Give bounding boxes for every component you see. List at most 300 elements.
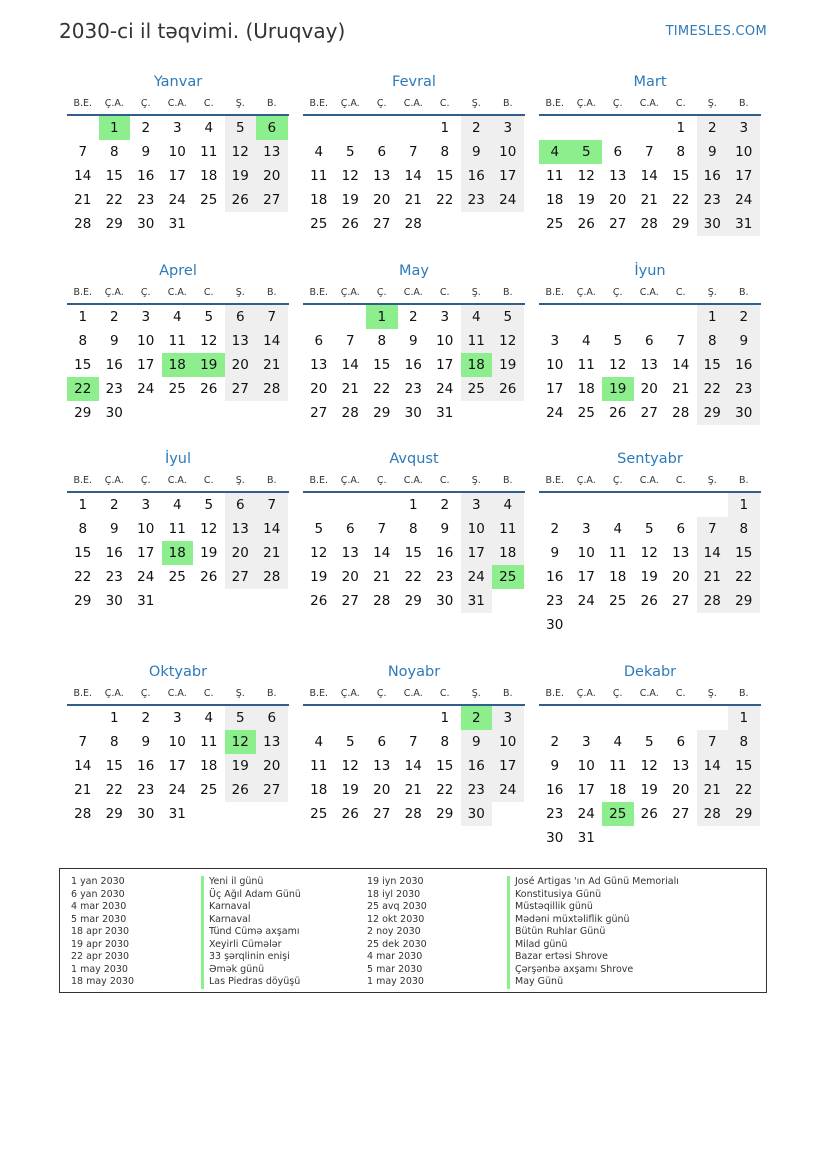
day-cell[interactable]: 5	[345, 144, 355, 160]
day-cell[interactable]: 29	[672, 216, 690, 232]
day-cell[interactable]: 5	[204, 309, 214, 325]
day-cell[interactable]: 23	[546, 593, 564, 609]
day-cell[interactable]: 14	[404, 758, 422, 774]
day-cell[interactable]: 30	[404, 405, 422, 421]
day-cell[interactable]: 30	[728, 401, 760, 425]
day-cell[interactable]: 2	[109, 497, 119, 513]
day-cell[interactable]: 20	[640, 381, 658, 397]
day-cell[interactable]: 9	[550, 545, 560, 561]
day-cell[interactable]: 25	[546, 216, 564, 232]
day-cell[interactable]: 6	[345, 521, 355, 537]
day-cell[interactable]: 7	[78, 734, 88, 750]
day-cell[interactable]: 19	[492, 353, 524, 377]
day-cell[interactable]: 24	[168, 782, 186, 798]
day-cell[interactable]: 22	[373, 381, 391, 397]
day-cell[interactable]: 10	[168, 144, 186, 160]
day-cell[interactable]: 26	[200, 569, 218, 585]
day-cell[interactable]: 16	[546, 782, 564, 798]
day-cell[interactable]: 10	[546, 357, 564, 373]
day-cell[interactable]: 17	[546, 381, 564, 397]
day-cell[interactable]: 21	[697, 565, 729, 589]
day-cell[interactable]: 22	[728, 778, 760, 802]
day-cell[interactable]: 18	[200, 758, 218, 774]
day-cell[interactable]: 20	[225, 353, 257, 377]
day-cell[interactable]: 15	[105, 168, 123, 184]
day-cell[interactable]: 11	[577, 357, 595, 373]
day-cell[interactable]: 13	[609, 168, 627, 184]
day-cell[interactable]: 7	[697, 517, 729, 541]
day-cell[interactable]: 13	[672, 545, 690, 561]
day-cell[interactable]: 3	[172, 710, 182, 726]
day-cell[interactable]: 28	[404, 806, 422, 822]
day-cell[interactable]: 23	[436, 569, 454, 585]
day-cell[interactable]: 4	[314, 144, 324, 160]
day-cell[interactable]: 9	[728, 329, 760, 353]
day-cell[interactable]: 27	[341, 593, 359, 609]
day-cell[interactable]: 19	[577, 192, 595, 208]
day-cell[interactable]: 16	[697, 164, 729, 188]
day-cell[interactable]: 14	[404, 168, 422, 184]
day-cell[interactable]: 20	[609, 192, 627, 208]
day-cell[interactable]: 11	[461, 329, 493, 353]
day-cell[interactable]: 8	[78, 333, 88, 349]
day-cell[interactable]: 8	[440, 144, 450, 160]
day-cell[interactable]: 17	[436, 357, 454, 373]
day-cell[interactable]: 16	[404, 357, 422, 373]
day-cell[interactable]: 16	[137, 168, 155, 184]
day-cell[interactable]: 27	[310, 405, 328, 421]
day-cell[interactable]: 20	[225, 541, 257, 565]
day-cell[interactable]: 29	[105, 216, 123, 232]
day-cell[interactable]: 20	[373, 782, 391, 798]
day-cell[interactable]: 30	[105, 405, 123, 421]
day-cell[interactable]: 31	[168, 216, 186, 232]
day-cell[interactable]: 25	[200, 782, 218, 798]
day-cell[interactable]: 30	[105, 593, 123, 609]
day-cell[interactable]: 17	[168, 168, 186, 184]
day-cell[interactable]: 26	[225, 188, 257, 212]
day-cell[interactable]: 9	[109, 333, 119, 349]
day-cell[interactable]: 28	[74, 216, 92, 232]
day-cell[interactable]: 4	[204, 710, 214, 726]
day-cell[interactable]: 15	[373, 357, 391, 373]
day-cell[interactable]: 9	[550, 758, 560, 774]
day-cell[interactable]: 11	[310, 168, 328, 184]
day-cell[interactable]: 12	[341, 758, 359, 774]
day-cell[interactable]: 18	[310, 782, 328, 798]
day-cell[interactable]: 13	[256, 140, 288, 164]
day-cell[interactable]: 2	[550, 521, 560, 537]
day-cell[interactable]: 16	[546, 569, 564, 585]
day-cell[interactable]: 19	[225, 754, 257, 778]
day-cell[interactable]: 18	[461, 353, 493, 377]
day-cell[interactable]: 25	[310, 806, 328, 822]
day-cell[interactable]: 2	[408, 309, 418, 325]
day-cell[interactable]: 14	[256, 517, 288, 541]
day-cell[interactable]: 15	[436, 758, 454, 774]
day-cell[interactable]: 3	[581, 521, 591, 537]
day-cell[interactable]: 3	[550, 333, 560, 349]
day-cell[interactable]: 11	[546, 168, 564, 184]
day-cell[interactable]: 20	[310, 381, 328, 397]
day-cell[interactable]: 4	[581, 333, 591, 349]
day-cell[interactable]: 2	[141, 120, 151, 136]
day-cell[interactable]: 11	[168, 521, 186, 537]
day-cell[interactable]: 20	[672, 569, 690, 585]
day-cell[interactable]: 19	[640, 782, 658, 798]
day-cell[interactable]: 23	[137, 192, 155, 208]
day-cell[interactable]: 14	[74, 758, 92, 774]
day-cell[interactable]: 23	[461, 778, 493, 802]
day-cell[interactable]: 18	[200, 168, 218, 184]
day-cell[interactable]: 11	[609, 545, 627, 561]
day-cell[interactable]: 3	[461, 493, 493, 517]
day-cell[interactable]: 5	[314, 521, 324, 537]
day-cell[interactable]: 24	[492, 188, 524, 212]
day-cell[interactable]: 1	[99, 116, 131, 140]
day-cell[interactable]: 25	[492, 565, 524, 589]
day-cell[interactable]: 18	[546, 192, 564, 208]
day-cell[interactable]: 21	[256, 541, 288, 565]
day-cell[interactable]: 12	[577, 168, 595, 184]
day-cell[interactable]: 19	[341, 782, 359, 798]
day-cell[interactable]: 10	[436, 333, 454, 349]
day-cell[interactable]: 8	[377, 333, 387, 349]
day-cell[interactable]: 24	[577, 806, 595, 822]
day-cell[interactable]: 11	[310, 758, 328, 774]
day-cell[interactable]: 28	[697, 802, 729, 826]
day-cell[interactable]: 24	[546, 405, 564, 421]
day-cell[interactable]: 7	[408, 144, 418, 160]
day-cell[interactable]: 30	[137, 216, 155, 232]
day-cell[interactable]: 23	[404, 381, 422, 397]
day-cell[interactable]: 7	[256, 305, 288, 329]
day-cell[interactable]: 12	[640, 545, 658, 561]
day-cell[interactable]: 10	[577, 758, 595, 774]
day-cell[interactable]: 4	[539, 140, 571, 164]
day-cell[interactable]: 19	[602, 377, 634, 401]
day-cell[interactable]: 2	[728, 305, 760, 329]
day-cell[interactable]: 26	[640, 593, 658, 609]
day-cell[interactable]: 8	[728, 730, 760, 754]
day-cell[interactable]: 27	[225, 377, 257, 401]
day-cell[interactable]: 12	[225, 140, 257, 164]
day-cell[interactable]: 18	[577, 381, 595, 397]
day-cell[interactable]: 27	[225, 565, 257, 589]
day-cell[interactable]: 9	[461, 140, 493, 164]
day-cell[interactable]: 10	[461, 517, 493, 541]
day-cell[interactable]: 29	[373, 405, 391, 421]
day-cell[interactable]: 30	[137, 806, 155, 822]
day-cell[interactable]: 22	[672, 192, 690, 208]
day-cell[interactable]: 6	[225, 493, 257, 517]
day-cell[interactable]: 17	[492, 754, 524, 778]
day-cell[interactable]: 6	[377, 144, 387, 160]
day-cell[interactable]: 3	[492, 706, 524, 730]
day-cell[interactable]: 15	[728, 754, 760, 778]
day-cell[interactable]: 4	[314, 734, 324, 750]
day-cell[interactable]: 28	[341, 405, 359, 421]
day-cell[interactable]: 7	[697, 730, 729, 754]
day-cell[interactable]: 26	[341, 216, 359, 232]
day-cell[interactable]: 22	[436, 192, 454, 208]
day-cell[interactable]: 31	[436, 405, 454, 421]
day-cell[interactable]: 24	[168, 192, 186, 208]
day-cell[interactable]: 3	[172, 120, 182, 136]
day-cell[interactable]: 10	[168, 734, 186, 750]
day-cell[interactable]: 17	[137, 357, 155, 373]
day-cell[interactable]: 11	[609, 758, 627, 774]
day-cell[interactable]: 17	[492, 164, 524, 188]
day-cell[interactable]: 14	[697, 754, 729, 778]
day-cell[interactable]: 22	[105, 782, 123, 798]
day-cell[interactable]: 3	[728, 116, 760, 140]
day-cell[interactable]: 21	[697, 778, 729, 802]
day-cell[interactable]: 10	[492, 730, 524, 754]
day-cell[interactable]: 17	[577, 782, 595, 798]
day-cell[interactable]: 16	[105, 357, 123, 373]
day-cell[interactable]: 6	[256, 706, 288, 730]
day-cell[interactable]: 5	[571, 140, 603, 164]
day-cell[interactable]: 14	[341, 357, 359, 373]
day-cell[interactable]: 24	[137, 381, 155, 397]
day-cell[interactable]: 31	[137, 593, 155, 609]
day-cell[interactable]: 14	[672, 357, 690, 373]
day-cell[interactable]: 23	[137, 782, 155, 798]
day-cell[interactable]: 7	[377, 521, 387, 537]
day-cell[interactable]: 5	[204, 497, 214, 513]
day-cell[interactable]: 18	[609, 569, 627, 585]
day-cell[interactable]: 5	[225, 706, 257, 730]
day-cell[interactable]: 25	[577, 405, 595, 421]
day-cell[interactable]: 5	[225, 116, 257, 140]
day-cell[interactable]: 12	[609, 357, 627, 373]
day-cell[interactable]: 2	[550, 734, 560, 750]
day-cell[interactable]: 7	[644, 144, 654, 160]
day-cell[interactable]: 20	[373, 192, 391, 208]
day-cell[interactable]: 24	[492, 778, 524, 802]
day-cell[interactable]: 18	[162, 353, 194, 377]
day-cell[interactable]: 1	[408, 497, 418, 513]
day-cell[interactable]: 1	[728, 493, 760, 517]
day-cell[interactable]: 28	[256, 565, 288, 589]
day-cell[interactable]: 8	[728, 517, 760, 541]
day-cell[interactable]: 12	[225, 730, 257, 754]
day-cell[interactable]: 15	[404, 545, 422, 561]
day-cell[interactable]: 29	[105, 806, 123, 822]
day-cell[interactable]: 1	[728, 706, 760, 730]
day-cell[interactable]: 15	[105, 758, 123, 774]
day-cell[interactable]: 13	[373, 758, 391, 774]
day-cell[interactable]: 13	[373, 168, 391, 184]
day-cell[interactable]: 9	[461, 730, 493, 754]
day-cell[interactable]: 26	[492, 377, 524, 401]
day-cell[interactable]: 25	[602, 802, 634, 826]
day-cell[interactable]: 21	[373, 569, 391, 585]
day-cell[interactable]: 31	[728, 212, 760, 236]
day-cell[interactable]: 16	[105, 545, 123, 561]
day-cell[interactable]: 10	[577, 545, 595, 561]
day-cell[interactable]: 25	[461, 377, 493, 401]
day-cell[interactable]: 21	[341, 381, 359, 397]
day-cell[interactable]: 12	[341, 168, 359, 184]
day-cell[interactable]: 22	[728, 565, 760, 589]
day-cell[interactable]: 15	[74, 545, 92, 561]
day-cell[interactable]: 10	[137, 521, 155, 537]
day-cell[interactable]: 24	[577, 593, 595, 609]
day-cell[interactable]: 25	[200, 192, 218, 208]
day-cell[interactable]: 6	[314, 333, 324, 349]
day-cell[interactable]: 7	[78, 144, 88, 160]
day-cell[interactable]: 19	[193, 353, 225, 377]
day-cell[interactable]: 19	[341, 192, 359, 208]
day-cell[interactable]: 1	[440, 120, 450, 136]
day-cell[interactable]: 13	[640, 357, 658, 373]
day-cell[interactable]: 16	[461, 164, 493, 188]
day-cell[interactable]: 11	[200, 144, 218, 160]
day-cell[interactable]: 14	[640, 168, 658, 184]
day-cell[interactable]: 8	[78, 521, 88, 537]
day-cell[interactable]: 28	[672, 405, 690, 421]
day-cell[interactable]: 12	[200, 521, 218, 537]
day-cell[interactable]: 21	[672, 381, 690, 397]
day-cell[interactable]: 27	[640, 405, 658, 421]
day-cell[interactable]: 27	[373, 806, 391, 822]
day-cell[interactable]: 27	[609, 216, 627, 232]
day-cell[interactable]: 19	[310, 569, 328, 585]
day-cell[interactable]: 11	[200, 734, 218, 750]
day-cell[interactable]: 13	[256, 730, 288, 754]
day-cell[interactable]: 7	[408, 734, 418, 750]
day-cell[interactable]: 2	[109, 309, 119, 325]
day-cell[interactable]: 2	[440, 497, 450, 513]
day-cell[interactable]: 31	[577, 830, 595, 846]
day-cell[interactable]: 13	[225, 329, 257, 353]
day-cell[interactable]: 10	[137, 333, 155, 349]
day-cell[interactable]: 7	[676, 333, 686, 349]
day-cell[interactable]: 3	[492, 116, 524, 140]
day-cell[interactable]: 17	[461, 541, 493, 565]
day-cell[interactable]: 16	[728, 353, 760, 377]
day-cell[interactable]: 29	[697, 401, 729, 425]
day-cell[interactable]: 18	[162, 541, 194, 565]
day-cell[interactable]: 4	[172, 497, 182, 513]
day-cell[interactable]: 29	[74, 593, 92, 609]
day-cell[interactable]: 27	[256, 188, 288, 212]
day-cell[interactable]: 24	[461, 565, 493, 589]
day-cell[interactable]: 28	[697, 589, 729, 613]
day-cell[interactable]: 2	[697, 116, 729, 140]
day-cell[interactable]: 2	[461, 116, 493, 140]
day-cell[interactable]: 6	[676, 521, 686, 537]
day-cell[interactable]: 3	[141, 497, 151, 513]
day-cell[interactable]: 20	[256, 164, 288, 188]
day-cell[interactable]: 6	[613, 144, 623, 160]
day-cell[interactable]: 4	[172, 309, 182, 325]
day-cell[interactable]: 6	[644, 333, 654, 349]
day-cell[interactable]: 16	[137, 758, 155, 774]
day-cell[interactable]: 28	[74, 806, 92, 822]
day-cell[interactable]: 23	[105, 381, 123, 397]
day-cell[interactable]: 17	[577, 569, 595, 585]
site-brand-link[interactable]: TIMESLES.COM	[665, 24, 767, 39]
day-cell[interactable]: 21	[404, 782, 422, 798]
day-cell[interactable]: 15	[74, 357, 92, 373]
day-cell[interactable]: 9	[141, 734, 151, 750]
day-cell[interactable]: 5	[492, 305, 524, 329]
day-cell[interactable]: 13	[672, 758, 690, 774]
day-cell[interactable]: 14	[74, 168, 92, 184]
day-cell[interactable]: 30	[461, 802, 493, 826]
day-cell[interactable]: 15	[728, 541, 760, 565]
day-cell[interactable]: 24	[436, 381, 454, 397]
day-cell[interactable]: 12	[310, 545, 328, 561]
day-cell[interactable]: 26	[577, 216, 595, 232]
day-cell[interactable]: 27	[672, 806, 690, 822]
day-cell[interactable]: 1	[366, 305, 398, 329]
day-cell[interactable]: 20	[672, 782, 690, 798]
day-cell[interactable]: 28	[640, 216, 658, 232]
day-cell[interactable]: 17	[168, 758, 186, 774]
day-cell[interactable]: 13	[225, 517, 257, 541]
day-cell[interactable]: 8	[109, 734, 119, 750]
day-cell[interactable]: 16	[436, 545, 454, 561]
day-cell[interactable]: 25	[168, 381, 186, 397]
day-cell[interactable]: 1	[440, 710, 450, 726]
day-cell[interactable]: 29	[728, 589, 760, 613]
day-cell[interactable]: 26	[310, 593, 328, 609]
day-cell[interactable]: 9	[141, 144, 151, 160]
day-cell[interactable]: 8	[408, 521, 418, 537]
day-cell[interactable]: 8	[676, 144, 686, 160]
day-cell[interactable]: 14	[373, 545, 391, 561]
day-cell[interactable]: 29	[404, 593, 422, 609]
day-cell[interactable]: 22	[436, 782, 454, 798]
day-cell[interactable]: 19	[200, 545, 218, 561]
day-cell[interactable]: 22	[67, 377, 99, 401]
day-cell[interactable]: 25	[310, 216, 328, 232]
day-cell[interactable]: 30	[436, 593, 454, 609]
day-cell[interactable]: 5	[345, 734, 355, 750]
day-cell[interactable]: 19	[225, 164, 257, 188]
day-cell[interactable]: 27	[672, 593, 690, 609]
day-cell[interactable]: 25	[609, 593, 627, 609]
day-cell[interactable]: 21	[74, 782, 92, 798]
day-cell[interactable]: 26	[225, 778, 257, 802]
day-cell[interactable]: 12	[640, 758, 658, 774]
day-cell[interactable]: 31	[461, 589, 493, 613]
day-cell[interactable]: 6	[676, 734, 686, 750]
day-cell[interactable]: 1	[109, 710, 119, 726]
day-cell[interactable]: 26	[640, 806, 658, 822]
day-cell[interactable]: 9	[109, 521, 119, 537]
day-cell[interactable]: 26	[341, 806, 359, 822]
day-cell[interactable]: 22	[74, 569, 92, 585]
day-cell[interactable]: 10	[728, 140, 760, 164]
day-cell[interactable]: 1	[78, 497, 88, 513]
day-cell[interactable]: 24	[728, 188, 760, 212]
day-cell[interactable]: 3	[141, 309, 151, 325]
day-cell[interactable]: 1	[697, 305, 729, 329]
day-cell[interactable]: 20	[256, 754, 288, 778]
day-cell[interactable]: 27	[256, 778, 288, 802]
day-cell[interactable]: 7	[256, 493, 288, 517]
day-cell[interactable]: 28	[256, 377, 288, 401]
day-cell[interactable]: 24	[137, 569, 155, 585]
day-cell[interactable]: 8	[697, 329, 729, 353]
day-cell[interactable]: 8	[440, 734, 450, 750]
day-cell[interactable]: 13	[310, 357, 328, 373]
